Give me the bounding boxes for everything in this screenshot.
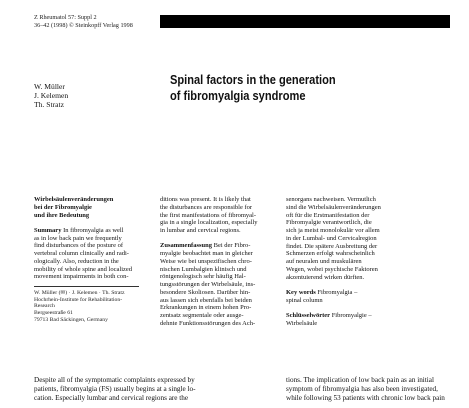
zusammenfassung-line: Schmerzen erfolgt wahrscheinlich bbox=[286, 250, 375, 258]
key-words-text: Fibromyalgia – bbox=[315, 288, 358, 296]
zusammenfassung-label: Zusammenfassung bbox=[160, 242, 213, 250]
body-text-right bbox=[286, 376, 445, 402]
schluesselwoerter-label: Schlüsselwörter bbox=[286, 312, 331, 320]
key-words-label: Key words bbox=[286, 288, 316, 296]
german-title-line: bei der Fibromyalgie bbox=[34, 203, 92, 211]
abstract-column-1 bbox=[34, 196, 132, 281]
german-title-line: und ihre Bedeutung bbox=[34, 211, 90, 219]
affiliation-line: Hochrhein-Institute for Rehabilitation- bbox=[34, 296, 123, 303]
affiliation-rule bbox=[34, 286, 139, 287]
summary-line: ditions was present. It is likely that bbox=[160, 196, 251, 203]
summary-line: find disturbances of the posture of bbox=[34, 242, 123, 250]
schluesselwoerter-line: Wirbelsäule bbox=[286, 319, 318, 327]
header-bar bbox=[160, 15, 450, 28]
key-words bbox=[286, 289, 381, 297]
body-line: cation. Especially lumbar and cervical regions are the bbox=[34, 393, 189, 402]
affiliation-line: Research bbox=[34, 303, 55, 310]
article-title bbox=[170, 72, 372, 104]
zusammenfassung-line: Erkrankungen in einem hohen Pro- bbox=[160, 304, 252, 312]
body-line: Despite all of the symptomatic complaints expressed by bbox=[34, 376, 195, 384]
summary-line: mobility of whole spine and localized bbox=[34, 265, 133, 273]
zusammenfassung-line: myalgie beobachtet man in gleicher bbox=[160, 250, 253, 258]
zusammenfassung-line: akzentuierend wirken dürften. bbox=[286, 273, 365, 281]
author-list bbox=[34, 82, 68, 110]
zusammenfassung-line: zentsatz segmentale oder ausge- bbox=[160, 312, 244, 320]
author: Th. Stratz bbox=[34, 100, 64, 110]
summary-first-line bbox=[34, 227, 132, 235]
zusammenfassung-line: dehnte Funktionsstörungen des Ach- bbox=[160, 319, 256, 327]
author: J. Kelemen bbox=[34, 91, 69, 101]
summary-line: in lumbar and cervical regions. bbox=[160, 227, 241, 234]
abstract-column-3 bbox=[286, 196, 381, 328]
zusammenfassung-line: oft für die Erstmanifestation der bbox=[286, 211, 370, 219]
summary-line: the disturbances are responsible for bbox=[160, 203, 253, 211]
zusammenfassung-line: Wegen, wobei psychische Faktoren bbox=[286, 265, 378, 273]
summary-line: vertebral column clinically and radi- bbox=[34, 250, 129, 258]
journal-line-2: 36–42 (1998) © Steinkopff Verlag 1998 bbox=[34, 21, 133, 29]
summary-line: gia in a single localization, especially bbox=[160, 219, 258, 227]
abstract-column-2 bbox=[160, 196, 257, 328]
zusammenfassung-line: besondere Skoliosen. Darüber hin- bbox=[160, 288, 251, 296]
summary-text: In fibromyalgia as well bbox=[61, 226, 124, 234]
zusammenfassung-line: Weise wie bei unspezifischen chro- bbox=[160, 257, 252, 265]
journal-citation bbox=[34, 14, 133, 29]
body-line: patients, fibromyalgia (FS) usually begins at a single lo- bbox=[34, 384, 196, 393]
schluesselwoerter-text: Fibromyalgie – bbox=[330, 312, 372, 320]
summary-line: movement impairments in both con- bbox=[34, 273, 129, 281]
zusammenfassung-line: nischen Lumbalgien klinisch und bbox=[160, 265, 247, 273]
zusammenfassung-text: Bei der Fibro- bbox=[212, 242, 251, 250]
zusammenfassung-first-line bbox=[160, 242, 257, 250]
zusammenfassung-line: senorgans nachweisen. Vermutlich bbox=[286, 196, 376, 203]
journal-line-1: Z Rheumatol 57: Suppl 2 bbox=[34, 14, 97, 21]
affiliation-line: W. Müller (✉) · J. Kelemen · Th. Stratz bbox=[34, 290, 125, 296]
body-line: while following 53 patients with chronic low back pain bbox=[286, 393, 445, 402]
affiliation-block bbox=[34, 290, 125, 324]
zusammenfassung-line: in der Lumbal- und Cervicalregion bbox=[286, 234, 377, 242]
body-text-left bbox=[34, 376, 196, 402]
zusammenfassung-line: röntgenologisch sehr häufig Hal- bbox=[160, 273, 246, 281]
affiliation-line: Bergseestraße 61 bbox=[34, 310, 73, 317]
key-words-line: spinal column bbox=[286, 296, 323, 304]
body-line: tions. The implication of low back pain as an initial bbox=[286, 376, 434, 384]
affiliation-line: 79713 Bad Säckingen, Germany bbox=[34, 316, 108, 323]
author: W. Müller bbox=[34, 82, 65, 91]
schluesselwoerter bbox=[286, 312, 381, 320]
zusammenfassung-line: findet. Die spätere Ausbreitung der bbox=[286, 242, 378, 250]
body-line: symptom of fibromyalgia has also been investigated, bbox=[286, 384, 438, 393]
zusammenfassung-line: sich ja meist monolokulär vor allem bbox=[286, 227, 380, 234]
summary-line: the first manifestations of fibromyal- bbox=[160, 211, 257, 219]
title-line: of fibromyalgia syndrome bbox=[170, 89, 306, 103]
title-line: Spinal factors in the generation bbox=[170, 73, 336, 87]
zusammenfassung-line: Fibromyalgie verantwortlich, die bbox=[286, 219, 372, 227]
summary-label: Summary bbox=[34, 226, 62, 234]
zusammenfassung-line: aus lassen sich ebenfalls bei beiden bbox=[160, 296, 252, 304]
zusammenfassung-line: tungsstörungen der Wirbelsäule, ins- bbox=[160, 281, 256, 289]
zusammenfassung-line: sind die Wirbelsäulenveränderungen bbox=[286, 203, 381, 211]
german-title-line: Wirbelsäulenveränderungen bbox=[34, 196, 114, 203]
summary-line: ologically. Also, reduction in the bbox=[34, 257, 119, 265]
zusammenfassung-line: auf neuralen und muskulären bbox=[286, 258, 362, 265]
summary-line: as in low back pain we frequently bbox=[34, 234, 122, 242]
